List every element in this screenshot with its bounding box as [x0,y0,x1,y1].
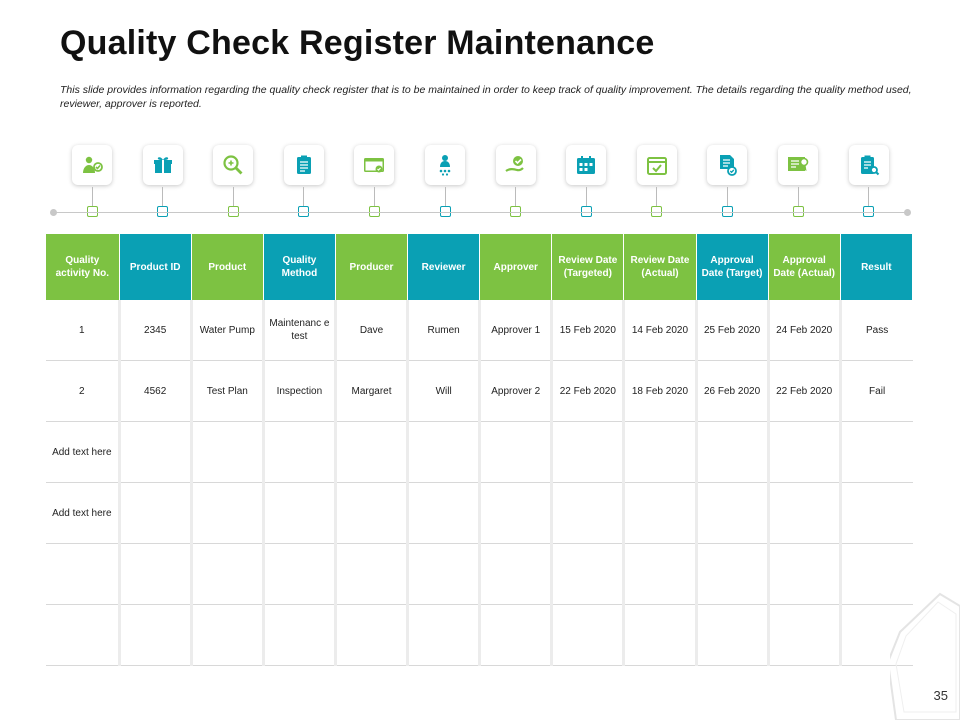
table-cell: 24 Feb 2020 [768,300,840,361]
column-header: Result [840,234,912,300]
table-cell: 2345 [119,300,191,361]
table-cell [408,483,480,544]
table-cell [768,605,840,666]
table-cell [46,605,119,666]
table-cell: 4562 [119,361,191,422]
table-cell [263,422,335,483]
table-cell [624,544,696,605]
table-cell [119,544,191,605]
timeline-stem [586,187,587,206]
table-cell [624,422,696,483]
table-cell [408,605,480,666]
table-cell [335,544,407,605]
table-cell [624,483,696,544]
table-cell: Approver 1 [480,300,552,361]
column-header: Quality Method [263,234,335,300]
slide-title: Quality Check Register Maintenance [60,24,655,62]
table-cell [552,544,624,605]
table-cell: 26 Feb 2020 [696,361,768,422]
table-cell [480,422,552,483]
table-cell [480,605,552,666]
slide-subtitle: This slide provides information regarding the quality check register that is to be maintained in order to keep track of quality improvement. The details regarding the quality method used, reviewer, approver is reported. [60,84,912,110]
table-cell: 14 Feb 2020 [624,300,696,361]
table-cell [191,483,263,544]
table-cell: Approver 2 [480,361,552,422]
table-cell: Test Plan [191,361,263,422]
browser-window-icon [354,145,394,185]
column-header: Producer [335,234,407,300]
timeline-stem [798,187,799,206]
column-header: Product ID [119,234,191,300]
column-header: Reviewer [408,234,480,300]
table-cell: Rumen [408,300,480,361]
table-cell: 22 Feb 2020 [768,361,840,422]
table-row [46,422,913,483]
table-cell: 18 Feb 2020 [624,361,696,422]
table-cell: 1 [46,300,119,361]
timeline-stem [868,187,869,206]
table-cell [408,422,480,483]
column-header: Review Date (Targeted) [552,234,624,300]
table-cell [696,483,768,544]
timeline-stem [445,187,446,206]
table-cell [335,483,407,544]
table-cell [263,483,335,544]
table-cell [552,605,624,666]
table-cell [263,544,335,605]
timeline-stem [374,187,375,206]
timeline-stem [162,187,163,206]
table-cell [191,544,263,605]
table-cell [768,544,840,605]
column-header: Quality activity No. [46,234,119,300]
magnifier-icon [213,145,253,185]
table-cell [552,483,624,544]
table-cell [768,483,840,544]
document-check-icon [707,145,747,185]
table-row [46,483,913,544]
column-header: Approval Date (Target) [696,234,768,300]
table-cell [480,483,552,544]
table-cell [46,544,119,605]
column-header: Approver [480,234,552,300]
table-cell [840,483,912,544]
table-cell: Water Pump [191,300,263,361]
timeline-start-dot [50,209,57,216]
table-cell [696,544,768,605]
table-cell [552,422,624,483]
table-cell: 2 [46,361,119,422]
table-cell [119,605,191,666]
hand-check-icon [496,145,536,185]
table-row [46,300,913,361]
table-cell [335,605,407,666]
timeline-line [54,212,908,213]
column-header: Approval Date (Actual) [768,234,840,300]
column-header: Review Date (Actual) [624,234,696,300]
table-cell: Will [408,361,480,422]
table-cell: Inspection [263,361,335,422]
table-cell [119,422,191,483]
table-cell [768,422,840,483]
table-row [46,605,913,666]
gift-box-icon [143,145,183,185]
person-check-icon [72,145,112,185]
timeline-stem [727,187,728,206]
table-cell: Margaret [335,361,407,422]
certificate-icon [778,145,818,185]
table-cell: 15 Feb 2020 [552,300,624,361]
table-cell [840,422,912,483]
table-cell: Dave [335,300,407,361]
table-cell [408,544,480,605]
timeline-stem [656,187,657,206]
table-cell [119,483,191,544]
table-cell [480,544,552,605]
column-header: Product [191,234,263,300]
table-cell: 25 Feb 2020 [696,300,768,361]
table-cell [191,422,263,483]
table-cell: Add text here [46,483,119,544]
timeline-stem [233,187,234,206]
table-row [46,544,913,605]
hexagon-decoration [890,592,960,720]
table-cell [624,605,696,666]
table-cell: 22 Feb 2020 [552,361,624,422]
timeline-stem [92,187,93,206]
table-cell: Fail [840,361,912,422]
clipboard-search-icon [849,145,889,185]
table-cell [696,605,768,666]
table-cell [696,422,768,483]
table-cell [263,605,335,666]
table-cell [335,422,407,483]
table-body [46,300,913,666]
timeline-stem [303,187,304,206]
table-cell: Maintenanc e test [263,300,335,361]
quality-register-table [46,234,913,666]
table-cell [191,605,263,666]
timeline-end-dot [904,209,911,216]
table-header-row [46,234,913,300]
table-cell: Add text here [46,422,119,483]
calendar-check-icon [637,145,677,185]
page-number: 35 [933,688,948,703]
lightbulb-person-icon [425,145,465,185]
table-cell: Pass [840,300,912,361]
calendar-icon [566,145,606,185]
timeline-stem [515,187,516,206]
clipboard-list-icon [284,145,324,185]
table-row [46,361,913,422]
